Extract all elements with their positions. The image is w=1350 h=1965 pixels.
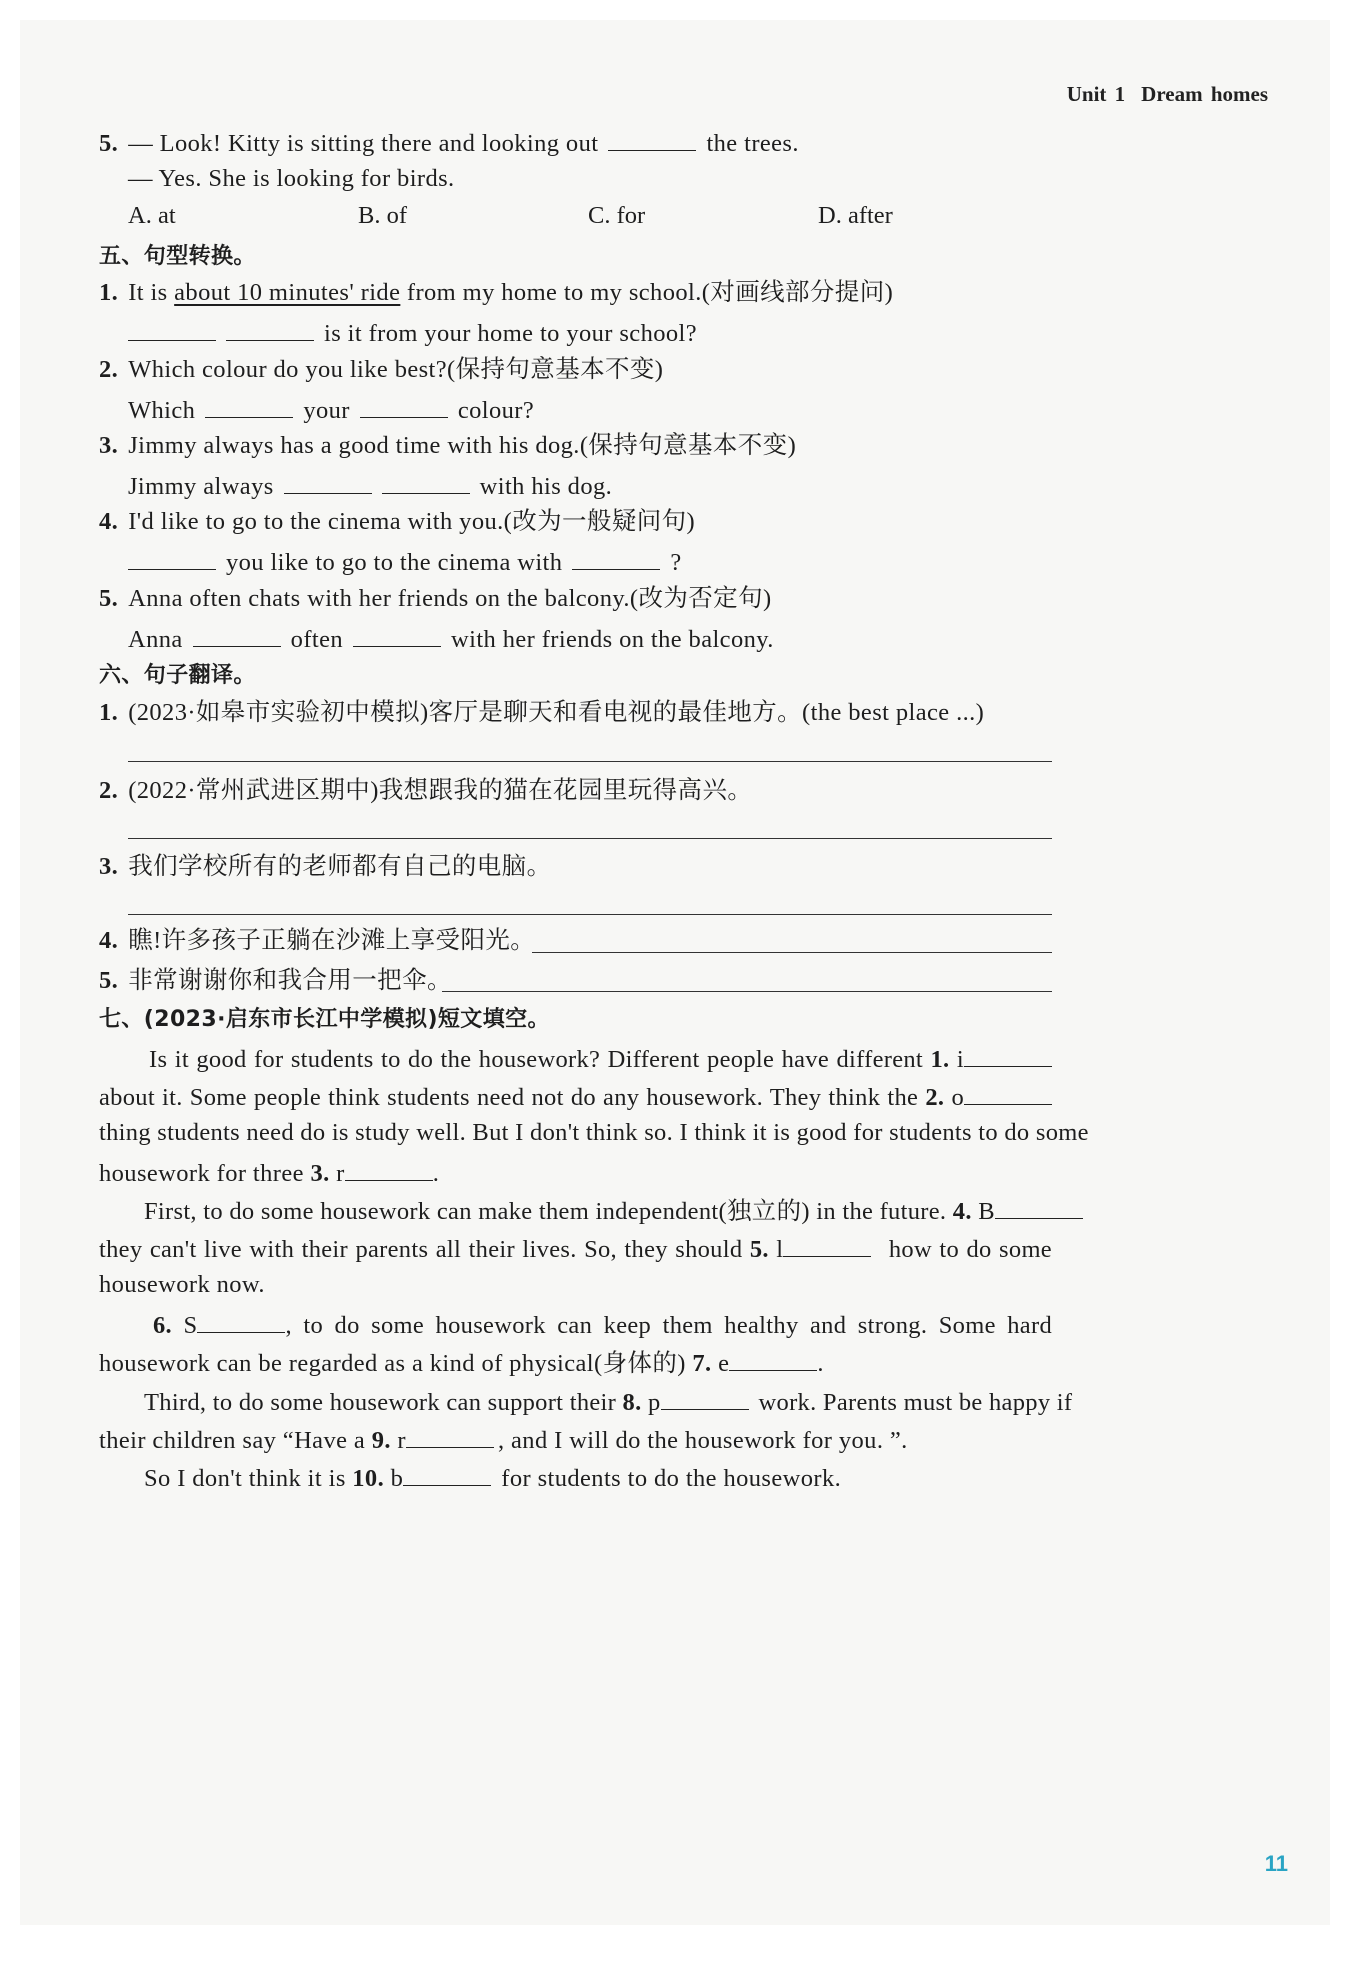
option-c[interactable]: C. for [588, 202, 646, 229]
question-number: 5. [99, 967, 119, 994]
translate-4-question [99, 926, 535, 956]
section-5-title: 五、句型转换。 [99, 244, 256, 269]
blank-number: 7. [692, 1350, 712, 1377]
passage-line-11 [99, 1423, 908, 1456]
blank-letter: e [718, 1350, 730, 1377]
underlined-phrase: about 10 minutes' ride [174, 279, 401, 306]
answer-text: Jimmy always [128, 473, 274, 500]
question-number: 5. [99, 130, 119, 157]
answer-blank[interactable] [608, 126, 696, 151]
blank-number: 3. [310, 1160, 330, 1187]
passage-text: Is it good for students to do the housework? Different people have different [149, 1046, 924, 1073]
passage-line-1 [149, 1042, 1052, 1075]
section-7-title [99, 1004, 550, 1035]
blank-letter: o [951, 1084, 964, 1111]
question-text: (2022·常州武进区期中)我想跟我的猫在花园里玩得高兴。 [128, 777, 753, 804]
answer-blank[interactable] [284, 469, 372, 494]
question-number: 2. [99, 356, 119, 383]
blank-number: 10. [352, 1465, 385, 1492]
passage-line-4: housework for three 3. r . [99, 1156, 439, 1189]
answer-blank[interactable] [406, 1423, 494, 1448]
passage-text: how to do some [888, 1236, 1052, 1263]
question-number: 3. [99, 853, 119, 880]
transform-5-answer [128, 622, 774, 655]
passage-text: thing students need do is study well. But I don't think so. I think it is good for students to do some [99, 1119, 1089, 1146]
section-source: 七、(2023·启东市长江中学模拟) [99, 1007, 438, 1032]
blank-letter: S [183, 1312, 198, 1339]
answer-blank[interactable] [783, 1232, 871, 1257]
blank-letter: r [336, 1160, 345, 1187]
transform-5-question [99, 584, 772, 614]
blank-letter: r [397, 1427, 406, 1454]
passage-text: housework for three [99, 1160, 304, 1187]
passage-line-2 [99, 1080, 1052, 1113]
answer-blank[interactable] [353, 622, 441, 647]
passage-line-8 [153, 1308, 1052, 1341]
blank-letter: B [978, 1198, 995, 1225]
question-number: 5. [99, 585, 119, 612]
transform-3-answer [128, 469, 612, 502]
question-text: Anna often chats with her friends on the balcony.(改为否定句) [128, 585, 772, 612]
answer-blank[interactable] [729, 1346, 817, 1371]
answer-text: Which [128, 397, 196, 424]
answer-blank[interactable] [193, 622, 281, 647]
question-text: Jimmy always has a good time with his dog.(保持句意基本不变) [128, 432, 797, 459]
section-title: 短文填空。 [437, 1007, 550, 1032]
translate-1-answer-line[interactable] [128, 760, 1052, 762]
passage-line-6 [99, 1232, 1052, 1265]
passage-line-7 [99, 1270, 265, 1300]
passage-text: their children say “Have a [99, 1427, 366, 1454]
passage-text: for students to do the housework. [501, 1465, 842, 1492]
question-text: 我们学校所有的老师都有自己的电脑。 [128, 853, 552, 880]
passage-text: housework can be regarded as a kind of physical(身体的) [99, 1350, 686, 1377]
worksheet-page [20, 20, 1330, 1925]
passage-line-10 [144, 1385, 1073, 1418]
passage-text: they can't live with their parents all their lives. So, they should [99, 1236, 743, 1263]
passage-text: , to do some housework can keep them healthy and strong. Some hard [285, 1312, 1052, 1339]
blank-number: 4. [952, 1198, 972, 1225]
answer-blank[interactable] [197, 1308, 285, 1333]
transform-4-answer [128, 545, 682, 578]
question-text: It is [128, 279, 168, 306]
answer-blank[interactable] [382, 469, 470, 494]
unit-title: Dream homes [1141, 82, 1268, 106]
passage-text: work. Parents must be happy if [758, 1389, 1073, 1416]
passage-text: So I don't think it is [144, 1465, 346, 1492]
translate-5-answer-line[interactable] [442, 990, 1052, 992]
question-text: 非常谢谢你和我合用一把伞。 [128, 967, 452, 994]
passage-line-3 [99, 1118, 1089, 1148]
unit-label: Unit 1 [1066, 82, 1126, 106]
question-text: — Yes. She is looking for birds. [128, 165, 455, 192]
question-5-line-2 [128, 164, 455, 194]
page-number: 11 [1264, 1851, 1288, 1876]
answer-blank[interactable] [403, 1461, 491, 1486]
answer-text: ? [670, 549, 682, 576]
option-d[interactable]: D. after [818, 202, 893, 229]
answer-text: is it from your home to your school? [324, 320, 697, 347]
option-a[interactable]: A. at [128, 202, 176, 229]
transform-1-question [99, 278, 893, 308]
blank-number: 2. [925, 1084, 945, 1111]
answer-blank[interactable] [345, 1156, 433, 1181]
question-number: 2. [99, 777, 119, 804]
translate-2-answer-line[interactable] [128, 837, 1052, 839]
answer-blank[interactable] [226, 316, 314, 341]
transform-2-answer [128, 393, 534, 426]
question-text: 瞧!许多孩子正躺在沙滩上享受阳光。 [128, 927, 536, 954]
section-6-title: 六、句子翻译。 [99, 663, 256, 688]
answer-blank[interactable] [128, 545, 216, 570]
answer-text: often [290, 626, 344, 653]
question-text: the trees. [706, 130, 799, 157]
question-text: Which colour do you like best?(保持句意基本不变) [128, 356, 664, 383]
answer-blank[interactable] [572, 545, 660, 570]
answer-text: Anna [128, 626, 183, 653]
transform-1-answer [128, 316, 697, 349]
question-text: (2023·如皋市实验初中模拟)客厅是聊天和看电视的最佳地方。(the best place ...) [128, 699, 985, 726]
answer-blank[interactable] [205, 393, 293, 418]
blank-letter: l [776, 1236, 784, 1263]
blank-number: 6. [153, 1312, 172, 1339]
translate-5-question [99, 966, 452, 996]
question-text: — Look! Kitty is sitting there and looking out [128, 130, 599, 157]
question-number: 4. [99, 927, 119, 954]
answer-text: your [303, 397, 350, 424]
answer-blank[interactable] [964, 1080, 1052, 1105]
blank-letter: b [390, 1465, 404, 1492]
answer-text: with her friends on the balcony. [451, 626, 774, 653]
blank-number: 8. [622, 1389, 642, 1416]
question-number: 3. [99, 432, 119, 459]
question-number: 1. [99, 699, 119, 726]
passage-text: , and I will do the housework for you. ”. [497, 1427, 908, 1454]
option-b[interactable]: B. of [358, 202, 407, 229]
passage-text: Third, to do some housework can support their [144, 1389, 617, 1416]
question-text: from my home to my school.(对画线部分提问) [406, 279, 894, 306]
translate-1-question [99, 698, 984, 728]
passage-text: housework now. [99, 1271, 265, 1298]
blank-letter: p [647, 1389, 661, 1416]
passage-line-5 [144, 1194, 1052, 1227]
question-text: I'd like to go to the cinema with you.(改为一般疑问句) [128, 508, 696, 535]
passage-line-12 [144, 1461, 841, 1494]
question-number: 4. [99, 508, 119, 535]
answer-blank[interactable] [661, 1385, 749, 1410]
passage-text: First, to do some housework can make them independent(独立的) in the future. [144, 1198, 947, 1225]
translate-2-question [99, 776, 752, 806]
page-header [1051, 82, 1268, 107]
transform-2-question [99, 355, 663, 385]
translate-3-answer-line[interactable] [128, 913, 1052, 915]
passage-line-9: housework can be regarded as a kind of physical(身体的) 7. e . [99, 1346, 824, 1379]
blank-letter: i [956, 1046, 964, 1073]
question-number: 1. [99, 279, 119, 306]
answer-blank[interactable] [995, 1194, 1083, 1219]
answer-text: you like to go to the cinema with [226, 549, 563, 576]
answer-blank[interactable] [360, 393, 448, 418]
blank-number: 5. [749, 1236, 769, 1263]
transform-3-question [99, 431, 796, 461]
question-5-line-1 [99, 126, 799, 159]
answer-text: with his dog. [479, 473, 613, 500]
answer-text: colour? [457, 397, 535, 424]
blank-number: 1. [930, 1046, 950, 1073]
answer-blank[interactable] [128, 316, 216, 341]
translate-3-question [99, 852, 552, 882]
answer-blank[interactable] [964, 1042, 1052, 1067]
blank-number: 9. [371, 1427, 391, 1454]
passage-text: about it. Some people think students need not do any housework. They think the [99, 1084, 919, 1111]
transform-4-question [99, 507, 695, 537]
translate-4-answer-line[interactable] [532, 951, 1052, 953]
